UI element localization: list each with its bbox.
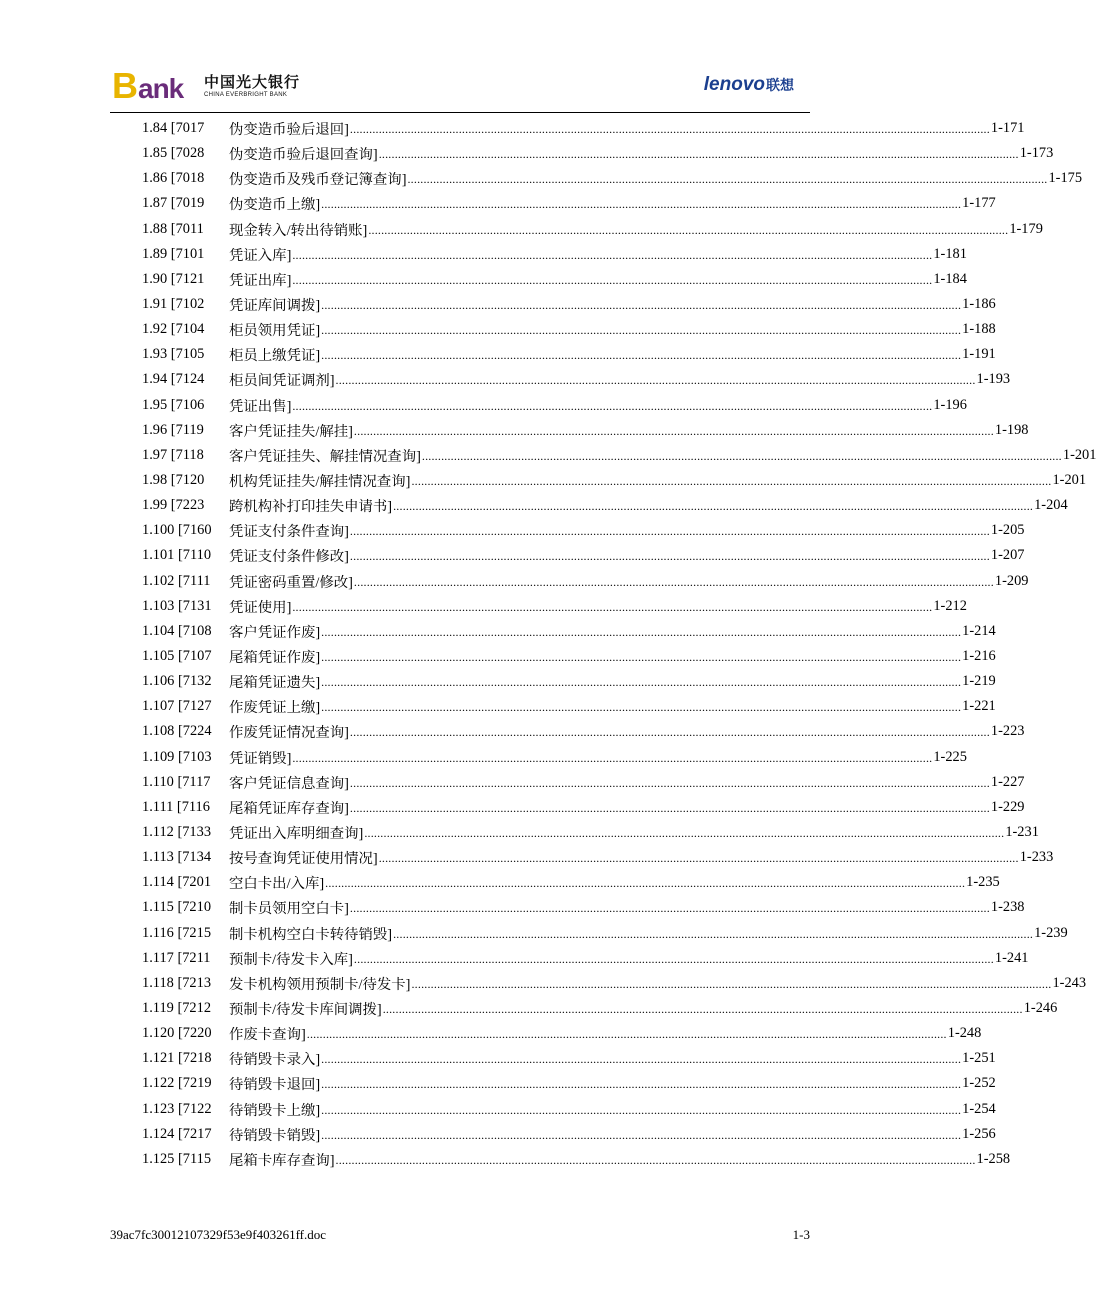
toc-entry-page: 1-209 (994, 572, 1029, 589)
toc-entry-title: 凭证使用] (229, 599, 292, 616)
bank-name-en: CHINA EVERBRIGHT BANK (204, 92, 288, 98)
toc-dot-leader: ........................................................................................................................................................................................................ (421, 448, 1062, 463)
toc-entry-page: 1-238 (990, 899, 1025, 916)
toc-entry[interactable] (142, 367, 1011, 392)
toc-entry[interactable] (142, 971, 1087, 996)
toc-entry-page: 1-173 (1019, 145, 1054, 162)
toc-entry-title: 按号查询凭证使用情况] (229, 851, 378, 868)
page-header (110, 64, 810, 112)
toc-entry-number: 1.106 [7132 (142, 673, 212, 690)
toc-entry[interactable] (142, 745, 967, 770)
toc-entry-number: 1.117 [7211 (142, 949, 211, 966)
toc-entry-title: 凭证库间调拨] (229, 298, 321, 315)
toc-entry-page: 1-252 (962, 1075, 996, 1092)
toc-entry-page: 1-201 (1062, 446, 1096, 463)
toc-entry[interactable] (142, 292, 996, 317)
toc-entry-page: 1-256 (962, 1125, 996, 1142)
toc-dot-leader: ........................................................................................................................................................................................................ (407, 172, 1048, 187)
toc-dot-leader: ........................................................................................................................................................................................................ (349, 122, 990, 137)
toc-entry-number: 1.114 [7201 (142, 874, 212, 891)
toc-entry-number: 1.87 [7019 (142, 195, 205, 212)
toc-entry[interactable] (142, 493, 1068, 518)
toc-entry[interactable] (142, 1021, 982, 1046)
toc-dot-leader: ........................................................................................................................................................................................................ (292, 599, 933, 614)
toc-entry-number: 1.95 [7106 (142, 396, 205, 413)
toc-entry-number: 1.96 [7119 (142, 421, 204, 438)
toc-entry-number: 1.89 [7101 (142, 245, 205, 262)
toc-entry-title: 制卡机构空白卡转待销毁] (229, 926, 393, 943)
toc-entry[interactable] (142, 719, 1025, 744)
toc-entry-number: 1.98 [7120 (142, 472, 205, 489)
toc-dot-leader: ........................................................................................................................................................................................................ (393, 926, 1034, 941)
toc-entry[interactable] (142, 191, 996, 216)
toc-entry-number: 1.108 [7224 (142, 723, 212, 740)
toc-dot-leader: ........................................................................................................................................................................................................ (321, 1102, 962, 1117)
toc-entry[interactable] (142, 1046, 996, 1071)
toc-entry-title: 机构凭证挂失/解挂情况查询] (229, 474, 411, 491)
toc-entry-title: 作废凭证情况查询] (229, 725, 349, 742)
toc-entry[interactable] (142, 820, 1039, 845)
toc-entry-number: 1.88 [7011 (142, 220, 204, 237)
toc-dot-leader: ........................................................................................................................................................................................................ (321, 1077, 962, 1092)
toc-entry-page: 1-175 (1048, 170, 1083, 187)
toc-entry-page: 1-251 (962, 1050, 996, 1067)
toc-entry[interactable] (142, 996, 1058, 1021)
toc-entry-page: 1-181 (933, 245, 967, 262)
toc-entry-page: 1-193 (976, 371, 1011, 388)
toc-entry-title: 凭证销毁] (229, 750, 292, 767)
toc-entry-title: 凭证出入库明细查询] (229, 826, 364, 842)
toc-dot-leader: ........................................................................................................................................................................................................ (321, 1127, 962, 1142)
toc-entry-page: 1-184 (933, 270, 967, 287)
toc-entry-number: 1.122 [7219 (142, 1075, 212, 1092)
toc-dot-leader: ........................................................................................................................................................................................................ (393, 499, 1034, 514)
toc-entry-page: 1-248 (947, 1025, 982, 1042)
toc-entry-page: 1-188 (962, 321, 996, 338)
toc-entry[interactable] (142, 1071, 996, 1096)
toc-entry-page: 1-186 (962, 296, 996, 313)
toc-entry[interactable] (142, 468, 1087, 493)
toc-dot-leader: ........................................................................................................................................................................................................ (411, 474, 1052, 489)
toc-entry[interactable] (142, 443, 1096, 468)
toc-entry[interactable] (142, 317, 996, 342)
toc-entry-title: 作废卡查询] (229, 1027, 306, 1044)
toc-entry-title: 伪变造币上缴] (229, 197, 321, 214)
toc-entry-number: 1.109 [7103 (142, 748, 212, 765)
toc-entry-number: 1.103 [7131 (142, 597, 212, 614)
toc-entry-page: 1-233 (1019, 849, 1054, 866)
toc-entry[interactable] (142, 694, 996, 719)
toc-entry-number: 1.113 [7134 (142, 849, 212, 866)
toc-entry-page: 1-231 (1005, 824, 1039, 840)
toc-entry-page: 1-225 (933, 748, 967, 765)
toc-entry-page: 1-205 (990, 522, 1025, 539)
toc-entry-number: 1.91 [7102 (142, 296, 205, 313)
toc-dot-leader: ........................................................................................................................................................................................................ (321, 1052, 962, 1067)
toc-entry-page: 1-258 (976, 1150, 1011, 1167)
toc-entry-title: 凭证支付条件查询] (229, 524, 349, 541)
toc-entry-title: 尾箱凭证作废] (229, 650, 321, 667)
toc-dot-leader: ........................................................................................................................................................................................................ (378, 147, 1019, 162)
bank-name-cn: 中国光大银行 (204, 73, 301, 91)
toc-entry-title: 凭证入库] (229, 247, 292, 264)
toc-dot-leader: ........................................................................................................................................................................................................ (292, 272, 933, 287)
toc-entry-number: 1.121 [7218 (142, 1050, 212, 1067)
toc-entry-page: 1-221 (962, 698, 996, 715)
toc-entry-page: 1-212 (933, 597, 967, 614)
toc-entry-page: 1-254 (962, 1100, 996, 1117)
toc-entry-page: 1-207 (990, 547, 1025, 564)
toc-entry[interactable] (142, 1122, 996, 1147)
toc-entry-page: 1-229 (990, 798, 1025, 815)
toc-entry-page: 1-214 (962, 622, 996, 639)
toc-entry-number: 1.101 [7110 (142, 547, 212, 564)
footer-filename: 39ac7fc30012107329f53e9f403261ff.doc (110, 1227, 327, 1242)
toc-entry-number: 1.123 [7122 (142, 1100, 212, 1117)
toc-dot-leader: ........................................................................................................................................................................................................ (364, 826, 1005, 840)
toc-entry[interactable] (142, 569, 1029, 594)
toc-dot-leader: ........................................................................................................................................................................................................ (335, 1152, 976, 1167)
toc-entry-title: 伪变造币验后退回] (229, 122, 349, 139)
footer-page-number: 1-3 (792, 1227, 810, 1242)
toc-dot-leader: ........................................................................................................................................................................................................ (335, 373, 976, 388)
toc-entry-page: 1-219 (962, 673, 996, 690)
bank-logo-text: ank (138, 73, 184, 104)
toc-entry-title: 待销毁卡退回] (229, 1077, 321, 1094)
toc-entry[interactable] (142, 921, 1068, 946)
toc-entry[interactable] (142, 619, 996, 644)
toc-entry-page: 1-191 (962, 346, 996, 363)
toc-dot-leader: ........................................................................................................................................................................................................ (378, 851, 1019, 866)
toc-entry[interactable] (142, 644, 996, 669)
toc-entry-page: 1-216 (962, 648, 996, 665)
toc-dot-leader: ........................................................................................................................................................................................................ (321, 197, 962, 212)
toc-entry-title: 跨机构补打印挂失申请书] (229, 499, 393, 516)
toc-entry-title: 凭证出售] (229, 398, 292, 415)
toc-dot-leader: ........................................................................................................................................................................................................ (321, 323, 962, 338)
table-of-contents (142, 116, 1096, 1172)
toc-entry[interactable] (142, 543, 1025, 568)
toc-entry-number: 1.99 [7223 (142, 497, 205, 514)
toc-entry-number: 1.102 [7111 (142, 572, 211, 589)
toc-dot-leader: ........................................................................................................................................................................................................ (292, 750, 933, 765)
toc-entry-title: 尾箱凭证遗失] (229, 675, 321, 692)
lenovo-logo-cn: 联想 (766, 78, 794, 94)
toc-entry-title: 凭证出库] (229, 272, 292, 289)
toc-entry-title: 客户凭证信息查询] (229, 775, 349, 792)
toc-entry-title: 客户凭证挂失、解挂情况查询] (229, 448, 421, 465)
toc-dot-leader: ........................................................................................................................................................................................................ (321, 298, 962, 313)
toc-entry-title: 预制卡/待发卡库间调拨] (229, 1001, 382, 1018)
bank-logo-b: B (112, 65, 138, 106)
toc-entry-title: 伪变造币及残币登记簿查询] (229, 172, 407, 189)
toc-entry-number: 1.112 [7133 (142, 824, 212, 840)
toc-entry[interactable] (142, 141, 1054, 166)
toc-entry-page: 1-171 (990, 120, 1025, 137)
toc-entry-title: 制卡员领用空白卡] (229, 901, 349, 918)
toc-entry-page: 1-204 (1034, 497, 1068, 514)
toc-dot-leader: ........................................................................................................................................................................................................ (349, 725, 990, 740)
toc-dot-leader: ........................................................................................................................................................................................................ (321, 624, 962, 639)
toc-entry-number: 1.97 [7118 (142, 446, 204, 463)
toc-entry-page: 1-239 (1034, 924, 1068, 941)
toc-dot-leader: ........................................................................................................................................................................................................ (349, 775, 990, 790)
toc-entry-number: 1.107 [7127 (142, 698, 212, 715)
toc-entry-number: 1.93 [7105 (142, 346, 205, 363)
toc-entry[interactable] (142, 870, 1000, 895)
toc-dot-leader: ........................................................................................................................................................................................................ (321, 348, 962, 363)
bank-name-block (204, 74, 300, 99)
toc-entry[interactable] (142, 1147, 1011, 1172)
toc-entry-number: 1.111 [7116 (142, 798, 210, 815)
toc-entry-title: 客户凭证作废] (229, 624, 321, 641)
toc-entry-number: 1.105 [7107 (142, 648, 212, 665)
toc-dot-leader: ........................................................................................................................................................................................................ (321, 700, 962, 715)
toc-entry-number: 1.100 [7160 (142, 522, 212, 539)
toc-entry-number: 1.115 [7210 (142, 899, 212, 916)
toc-entry-page: 1-241 (994, 949, 1029, 966)
toc-entry-title: 凭证支付条件修改] (229, 549, 349, 566)
toc-entry-number: 1.85 [7028 (142, 145, 205, 162)
everbright-bank-logo (112, 65, 184, 106)
toc-dot-leader: ........................................................................................................................................................................................................ (353, 423, 994, 438)
toc-entry[interactable] (142, 946, 1029, 971)
toc-entry-page: 1-179 (1009, 220, 1043, 237)
toc-entry-title: 待销毁卡录入] (229, 1052, 321, 1069)
toc-entry-title: 空白卡出/入库] (229, 876, 325, 893)
lenovo-logo (704, 74, 794, 96)
lenovo-logo-en: lenovo (703, 74, 765, 95)
toc-entry-title: 柜员领用凭证] (229, 323, 321, 340)
toc-entry-page: 1-223 (990, 723, 1025, 740)
toc-dot-leader: ........................................................................................................................................................................................................ (349, 800, 990, 815)
toc-dot-leader: ........................................................................................................................................................................................................ (411, 976, 1052, 991)
toc-entry-number: 1.90 [7121 (142, 270, 205, 287)
toc-entry[interactable] (142, 669, 996, 694)
toc-entry-page: 1-177 (962, 195, 996, 212)
toc-entry-title: 客户凭证挂失/解挂] (229, 423, 353, 440)
toc-dot-leader: ........................................................................................................................................................................................................ (292, 247, 933, 262)
toc-entry-title: 柜员上缴凭证] (229, 348, 321, 365)
toc-entry-title: 柜员间凭证调剂] (229, 373, 335, 390)
toc-entry-number: 1.110 [7117 (142, 773, 211, 790)
toc-entry-page: 1-201 (1052, 472, 1087, 489)
toc-entry-number: 1.125 [7115 (142, 1150, 212, 1167)
toc-dot-leader: ........................................................................................................................................................................................................ (321, 650, 962, 665)
toc-entry-title: 现金转入/转出待销账] (229, 222, 368, 239)
toc-entry-title: 作废凭证上缴] (229, 700, 321, 717)
toc-dot-leader: ........................................................................................................................................................................................................ (325, 876, 966, 891)
toc-entry[interactable] (142, 895, 1025, 920)
toc-dot-leader: ........................................................................................................................................................................................................ (349, 524, 990, 539)
header-rule (110, 112, 810, 113)
toc-entry[interactable] (142, 166, 1083, 191)
toc-entry[interactable] (142, 116, 1025, 141)
toc-entry-title: 发卡机构领用预制卡/待发卡] (229, 976, 411, 993)
toc-entry-number: 1.116 [7215 (142, 924, 212, 941)
toc-entry[interactable] (142, 393, 967, 418)
toc-dot-leader: ........................................................................................................................................................................................................ (353, 574, 994, 589)
toc-entry-number: 1.92 [7104 (142, 321, 205, 338)
toc-entry-title: 伪变造币验后退回查询] (229, 147, 378, 164)
toc-entry-page: 1-227 (990, 773, 1025, 790)
toc-entry-number: 1.84 [7017 (142, 120, 205, 137)
toc-dot-leader: ........................................................................................................................................................................................................ (368, 222, 1009, 237)
toc-dot-leader: ........................................................................................................................................................................................................ (349, 549, 990, 564)
toc-entry-page: 1-246 (1023, 999, 1058, 1016)
toc-entry-number: 1.104 [7108 (142, 622, 212, 639)
toc-entry-number: 1.119 [7212 (142, 999, 212, 1016)
toc-entry[interactable] (142, 795, 1025, 820)
toc-entry[interactable] (142, 418, 1029, 443)
toc-entry[interactable] (142, 518, 1025, 543)
toc-entry[interactable] (142, 770, 1025, 795)
toc-entry-number: 1.118 [7213 (142, 974, 212, 991)
toc-entry-number: 1.120 [7220 (142, 1025, 212, 1042)
toc-entry-number: 1.124 [7217 (142, 1125, 212, 1142)
toc-dot-leader: ........................................................................................................................................................................................................ (353, 951, 994, 966)
toc-dot-leader: ........................................................................................................................................................................................................ (349, 901, 990, 916)
toc-entry-page: 1-196 (933, 396, 967, 413)
toc-entry[interactable] (142, 267, 967, 292)
toc-dot-leader: ........................................................................................................................................................................................................ (382, 1001, 1023, 1016)
toc-entry-page: 1-235 (966, 874, 1000, 891)
toc-entry-title: 预制卡/待发卡入库] (229, 951, 353, 968)
toc-dot-leader: ........................................................................................................................................................................................................ (292, 398, 933, 413)
toc-entry[interactable] (142, 845, 1054, 870)
toc-entry-title: 尾箱凭证库存查询] (229, 800, 349, 817)
toc-entry-page: 1-198 (994, 421, 1029, 438)
toc-dot-leader: ........................................................................................................................................................................................................ (306, 1027, 947, 1042)
toc-entry[interactable] (142, 1096, 996, 1121)
toc-entry-title: 尾箱卡库存查询] (229, 1152, 335, 1169)
toc-entry-number: 1.86 [7018 (142, 170, 205, 187)
toc-entry[interactable] (142, 342, 996, 367)
toc-entry-page: 1-243 (1052, 974, 1087, 991)
toc-entry-title: 待销毁卡销毁] (229, 1127, 321, 1144)
toc-entry[interactable] (142, 594, 967, 619)
toc-entry-title: 待销毁卡上缴] (229, 1102, 321, 1119)
toc-entry[interactable] (142, 217, 1043, 242)
toc-dot-leader: ........................................................................................................................................................................................................ (321, 675, 962, 690)
toc-entry-number: 1.94 [7124 (142, 371, 205, 388)
toc-entry-title: 凭证密码重置/修改] (229, 574, 353, 591)
toc-entry[interactable] (142, 242, 967, 267)
